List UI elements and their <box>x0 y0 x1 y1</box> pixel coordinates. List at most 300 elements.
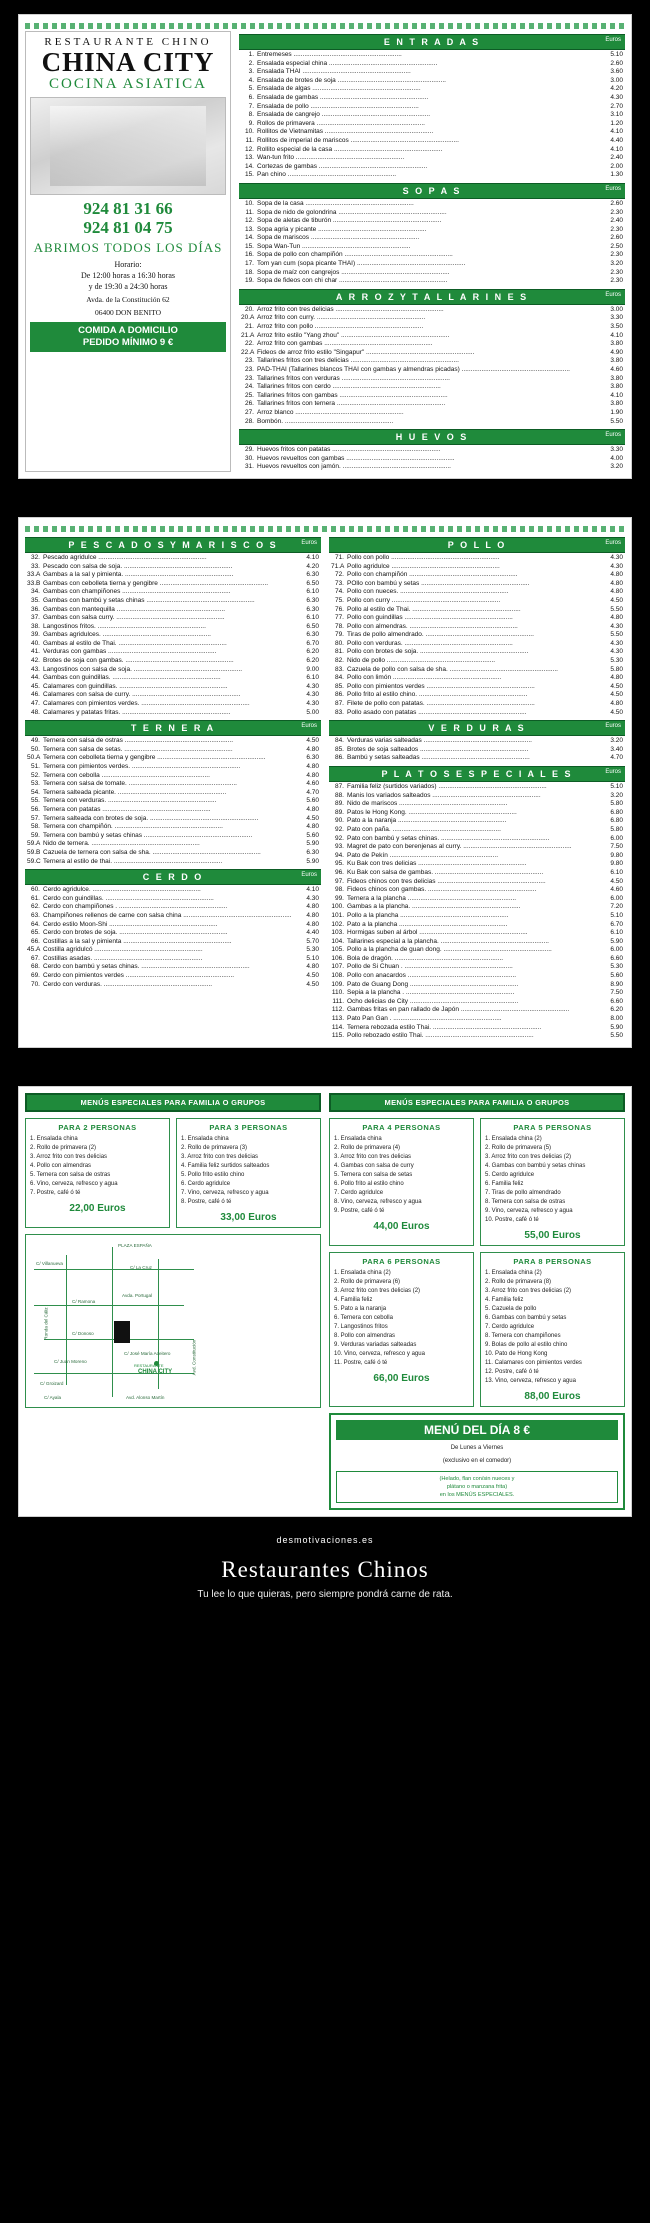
menu-item-number: 53. <box>30 780 40 788</box>
menu-item-price: 2.30 <box>610 225 623 233</box>
menu-item-number: 71. <box>334 553 344 561</box>
menu-item-number: 26. <box>244 400 254 408</box>
hours-line-2: y de 19:30 a 24:30 horas <box>88 282 168 291</box>
menu-item-number: 27. <box>244 408 254 416</box>
menu-item-name: Cazuela de ternera con salsa de sha. ............................................................ <box>43 848 261 856</box>
group-menu-card <box>329 1252 474 1407</box>
group-menu-price: 55,00 Euros <box>524 1229 581 1241</box>
menu-item-row <box>25 780 321 789</box>
group-menu-title: PARA 5 PERSONAS <box>513 1122 592 1132</box>
menu-item-row <box>239 60 625 69</box>
menu-item-name: Pollo a la plancha ............................................................ <box>347 911 509 919</box>
group-menu-title: PARA 6 PERSONAS <box>362 1256 441 1266</box>
menu-item-number: 82. <box>334 657 344 665</box>
group-menu-price: 44,00 Euros <box>373 1220 430 1232</box>
menu-item-number: 11. <box>245 136 254 144</box>
poster <box>0 14 650 1618</box>
group-menu-line: 4. Gambas con bambú y setas chinas <box>485 1162 586 1169</box>
menu-item-name: Ternera con cebolla ............................................................ <box>43 771 210 779</box>
menu-item-row <box>329 1006 625 1015</box>
menu-item-name: Sopa de fideos con chi char ............................................................ <box>257 277 448 285</box>
menu-item-row <box>329 955 625 964</box>
menu-item-number: 46. <box>30 691 40 699</box>
menu-item-price: 1.30 <box>610 171 623 179</box>
menu-item-row <box>239 85 625 94</box>
menu-item-number: 58. <box>30 823 40 831</box>
menu-item-row <box>239 409 625 418</box>
menu-item-row <box>329 683 625 692</box>
menu-item-price: 4.70 <box>610 754 623 762</box>
menu-item-name: Langostinos fritos. ............................................................ <box>43 622 206 630</box>
section-list-left <box>25 537 321 989</box>
menu-item-price: 5.50 <box>610 631 623 639</box>
menu-item-price: 9.80 <box>610 851 623 859</box>
menu-item-row <box>329 648 625 657</box>
menu-item-row <box>25 691 321 700</box>
menu-item-number: 84. <box>334 737 344 745</box>
group-menu-line: 4. Familia feliz surtidos salteados <box>181 1162 270 1169</box>
menu-item-price: 7.50 <box>610 843 623 851</box>
menu-item-number: 105. <box>331 946 344 954</box>
menu-item-number: 72. <box>334 571 344 579</box>
menu-item-number: 76. <box>334 605 344 613</box>
menu-item-name: Cerdo con pimientos verdes ............................................................ <box>43 972 235 980</box>
menu-item-row <box>25 674 321 683</box>
menu-item-number: 108. <box>331 972 344 980</box>
menu-item-number: 100. <box>331 903 344 911</box>
menu-item-price: 4.50 <box>610 708 623 716</box>
menu-item-name: Costillas asadas. ............................................................ <box>43 954 203 962</box>
menu-item-price: 4.30 <box>306 682 319 690</box>
menu-item-price: 2.40 <box>610 217 623 225</box>
menu-item-row <box>25 763 321 772</box>
group-menu-line: 7. Cerdo agridulce <box>485 1323 535 1330</box>
group-menu-line: 6. Cerdo agridulce <box>181 1180 231 1187</box>
menu-section <box>329 766 625 1041</box>
euros-label: Euros <box>605 291 621 298</box>
menu-item-price: 5.30 <box>306 946 319 954</box>
menu-item-price: 6.30 <box>306 754 319 762</box>
menu-item-row <box>25 929 321 938</box>
menu-item-number: 33. <box>30 562 40 570</box>
menu-item-price: 5.90 <box>306 857 319 865</box>
menu-item-number: 90. <box>334 817 344 825</box>
menu-item-price: 5.90 <box>610 1023 623 1031</box>
menu-item-name: Ternera con cebolleta tierna y gengibre ............................................................ <box>43 754 266 762</box>
map-label: C/ José María Aceitero <box>124 1350 171 1356</box>
menu-section <box>239 429 625 472</box>
menu-item-price: 2.50 <box>610 242 623 250</box>
group-menu-title: PARA 2 PERSONAS <box>58 1122 137 1132</box>
menu-item-price: 3.50 <box>610 323 623 331</box>
group-menu-line: 2. Rollo de primavera (3) <box>181 1144 248 1151</box>
menu-section-title: H U E V O S Euros <box>239 429 625 445</box>
menu-item-name: Arroz frito con gambas ............................................................ <box>257 340 433 348</box>
delivery-line-2: PEDIDO MÍNIMO 9 € <box>82 337 174 348</box>
menu-item-price: 6.10 <box>306 674 319 682</box>
menu-item-name: Sopa Wan-Tun ............................................................ <box>257 242 411 250</box>
menu-item-row <box>329 623 625 632</box>
menu-item-name: Gambas con mantequilla ............................................................ <box>43 605 226 613</box>
menu-item-row <box>329 1024 625 1033</box>
address-line-2: 06400 DON BENITO <box>94 308 162 317</box>
menu-item-row <box>329 826 625 835</box>
menu-item-number: 7. <box>248 102 254 110</box>
menu-item-price: 6.10 <box>610 929 623 937</box>
menu-item-row <box>329 631 625 640</box>
menu-item-number: 12. <box>244 217 254 225</box>
menu-item-number: 43. <box>30 665 40 673</box>
menu-item-row <box>239 200 625 209</box>
group-menu-line: 5. Cazuela de pollo <box>485 1305 537 1312</box>
menu-item-row <box>329 657 625 666</box>
menu-item-price: 6.50 <box>306 579 319 587</box>
group-menu-line: 5. Pato a la naranja <box>334 1305 387 1312</box>
menu-item-price: 2.00 <box>610 162 623 170</box>
menu-item-name: Bola de dragón. ............................................................ <box>347 954 504 962</box>
map-label: Avda. Portugal <box>122 1292 153 1298</box>
menu-item-name: Pescado con salsa de soja. ............................................................ <box>43 562 233 570</box>
menu-item-row <box>239 137 625 146</box>
phone-primary: 924 81 31 66 <box>83 199 173 218</box>
menu-item-row <box>25 921 321 930</box>
menu-item-number: 103. <box>331 929 344 937</box>
menu-item-row <box>329 938 625 947</box>
menu-item-price: 7.20 <box>610 903 623 911</box>
menu-of-the-day-title: MENÚ DEL DÍA 8 € <box>336 1420 618 1440</box>
menu-item-name: Ternera con salsa de setas. ............................................................ <box>43 745 233 753</box>
menu-item-row <box>239 94 625 103</box>
menu-item-name: POllo con bambú y setas ............................................................ <box>347 579 530 587</box>
menu-item-number: 33.B <box>27 579 41 587</box>
menu-item-name: Verduras con gambas ............................................................ <box>43 648 217 656</box>
menu-item-name: Gambas a la plancha. ............................................................ <box>347 903 521 911</box>
menu-item-name: Tallarines fritos con verduras ............................................................ <box>257 374 450 382</box>
menu-item-row <box>329 640 625 649</box>
menu-item-row <box>239 349 625 358</box>
menu-item-price: 5.00 <box>306 708 319 716</box>
group-menu-line: 9. Vino, cerveza, refresco y agua <box>485 1207 573 1214</box>
menu-section <box>25 869 321 989</box>
group-menu-line: 11. Postre, café ó té <box>334 1359 388 1366</box>
menu-item-name: Ensalada especial china ............................................................ <box>257 59 438 67</box>
menu-item-price: 6.30 <box>306 631 319 639</box>
menu-item-name: Ternera al estilo de thai. ............................................................ <box>43 857 223 865</box>
group-menu-line: 2. Rollo de primavera (2) <box>30 1144 97 1151</box>
menu-item-price: 4.60 <box>306 780 319 788</box>
menu-item-row <box>25 858 321 867</box>
menu-item-number: 31. <box>244 463 254 471</box>
menu-item-price: 2.30 <box>610 208 623 216</box>
menu-item-name: Arroz frito con pollo ............................................................ <box>257 323 424 331</box>
menu-item-price: 2.30 <box>610 268 623 276</box>
euros-label: Euros <box>301 539 317 546</box>
menu-item-number: 40. <box>30 639 40 647</box>
menu-item-number: 14. <box>244 162 254 170</box>
menu-item-row <box>329 588 625 597</box>
menu-item-number: 101. <box>331 911 344 919</box>
menu-item-row <box>239 260 625 269</box>
menu-item-number: 34. <box>30 588 40 596</box>
menu-item-price: 4.00 <box>610 454 623 462</box>
menu-item-number: 52. <box>30 771 40 779</box>
menu-column-left <box>25 534 321 1041</box>
menu-item-number: 42. <box>30 657 40 665</box>
group-menu-line: 3. Arroz frito con tres delicias <box>30 1153 108 1160</box>
menu-item-name: Pollo con pimientos verdes ............................................................ <box>347 682 535 690</box>
menu-item-number: 59.A <box>27 840 41 848</box>
menu-item-price: 6.10 <box>610 868 623 876</box>
menu-item-row <box>329 1015 625 1024</box>
group-menu-line: 7. Langostinos fritos <box>334 1323 388 1330</box>
menu-item-number: 13. <box>244 154 254 162</box>
menu-section <box>25 720 321 866</box>
menu-item-name: Pollo agridulce ............................................................ <box>347 562 500 570</box>
menu-item-number: 94. <box>334 851 344 859</box>
menu-item-row <box>329 709 625 718</box>
menu-item-number: 71.A <box>331 562 345 570</box>
restaurant-name: CHINA CITY <box>41 47 215 77</box>
menu-item-row <box>329 852 625 861</box>
menu-item-number: 114. <box>331 1023 344 1031</box>
menu-item-name: Calamares con guindillas. ............................................................ <box>43 682 228 690</box>
menu-item-price: 3.30 <box>610 314 623 322</box>
menu-item-name: Ternera con bambú y setas chinas ............................................................ <box>43 831 253 839</box>
menu-item-price: 5.90 <box>610 937 623 945</box>
group-menu-card <box>329 1118 474 1246</box>
section-list-right <box>329 537 625 1041</box>
menu-item-name: Gambas fritas en pan rallado de Japón ............................................................ <box>347 1006 570 1014</box>
menu-item-price: 6.30 <box>306 571 319 579</box>
menu-item-row <box>239 120 625 129</box>
group-menu-line: 9. Bolas de pollo al estilo chino <box>485 1341 568 1348</box>
menu-item-price: 3.30 <box>610 446 623 454</box>
menu-item-number: 22. <box>244 340 254 348</box>
group-menu-line: 5. Ternera con salsa de setas <box>334 1171 413 1178</box>
group-menu-line: 2. Rollo de primavera (5) <box>485 1144 552 1151</box>
menu-item-name: Costillas a la sal y pimienta ............................................................ <box>43 937 232 945</box>
menu-item-name: Cazuela de pollo con salsa de sha. ............................................................ <box>347 665 558 673</box>
menu-item-price: 6.70 <box>610 920 623 928</box>
group-menu-card <box>25 1118 170 1228</box>
menu-item-row <box>329 783 625 792</box>
group-menu-line: 8. Pollo con almendras <box>334 1332 396 1339</box>
menu-item-number: 107. <box>331 963 344 971</box>
menu-item-name: Familia feliz (surtidos variados) ............................................................ <box>347 783 547 790</box>
menu-item-number: 99. <box>334 894 344 902</box>
menu-item-price: 5.50 <box>610 605 623 613</box>
menu-item-name: Pato Pan Gan . ............................................................ <box>347 1015 502 1023</box>
menu-item-number: 85. <box>334 682 344 690</box>
menu-item-row <box>329 700 625 709</box>
menu-item-row <box>329 606 625 615</box>
menu-item-row <box>239 383 625 392</box>
menu-item-row <box>239 463 625 472</box>
menu-item-name: Ternera con salsa de tomate. ............................................................ <box>43 780 237 788</box>
menu-item-number: 83. <box>334 708 344 716</box>
menu-item-row <box>329 691 625 700</box>
menu-item-name: Huevos revueltos con gambas ............................................................ <box>257 454 455 462</box>
menu-item-number: 104. <box>331 937 344 945</box>
menu-item-name: Rollito especial de la casa ............................................................ <box>257 145 443 153</box>
group-menu-line: 13. Vino, cerveza, refresco y agua <box>485 1377 576 1384</box>
group-menu-line: 2. Rollo de primavera (4) <box>334 1144 401 1151</box>
menu-item-name: Hormigas suben al árbol ............................................................ <box>347 929 528 937</box>
menu-item-number: 35. <box>30 596 40 604</box>
menu-item-price: 7.50 <box>610 989 623 997</box>
caption-title: Restaurantes Chinos <box>221 1556 429 1582</box>
group-menu-line: 1. Ensalada china <box>30 1135 78 1142</box>
menu-item-name: Pollo frito al estilo chino. ............................................................ <box>347 691 528 699</box>
menu-item-number: 18. <box>244 268 254 276</box>
menu-item-number: 30. <box>244 454 254 462</box>
group-menus-right-bottom <box>329 1252 625 1407</box>
menu-item-name: Pato de Pekín ............................................................ <box>347 851 498 859</box>
menu-item-number: 23. <box>244 357 254 365</box>
decorative-dash-row <box>25 526 625 532</box>
group-menu-title: PARA 3 PERSONAS <box>209 1122 288 1132</box>
menu-item-row <box>329 666 625 675</box>
menu-item-price: 5.50 <box>610 417 623 425</box>
menu-item-number: 59. <box>30 831 40 839</box>
menu-item-price: 2.70 <box>610 102 623 110</box>
menu-item-price: 5.70 <box>306 937 319 945</box>
menu-item-price: 4.80 <box>306 903 319 911</box>
menu-item-name: Tallarines especial a la plancha. ............................................................ <box>347 937 549 945</box>
menu-item-name: Pollo rebozado estilo Thai. ............................................................ <box>347 1032 534 1040</box>
group-menu-line: 5. Pollo frito estilo chino <box>181 1171 245 1178</box>
menu-item-row <box>329 792 625 801</box>
menu-item-name: Entremeses ............................................................ <box>257 51 402 58</box>
menu-item-number: 36. <box>30 605 40 613</box>
group-menu-line: 10. Pato de Hong Kong <box>485 1350 548 1357</box>
menu-item-name: Sopa de maíz con cangrejos ............................................................ <box>257 268 450 276</box>
group-menu-line: 10. Vino, cerveza, refresco y agua <box>334 1350 425 1357</box>
menu-item-price: 4.20 <box>610 85 623 93</box>
map-label: C/ Villanueva <box>36 1260 63 1266</box>
menu-item-number: 98. <box>334 886 344 894</box>
menu-item-name: Pollo con almendras. ............................................................ <box>347 622 518 630</box>
menu-item-number: 60. <box>30 886 40 894</box>
map-label: C/ Ramona <box>72 1298 96 1304</box>
menu-item-name: Pollo a la plancha de guan dong. ............................................................ <box>347 946 552 954</box>
menu-item-name: Sepia a la plancha . ............................................................ <box>347 989 515 997</box>
menu-item-name: Tom yan cum (sopa picante THAI) ............................................................ <box>257 260 466 268</box>
menu-item-name: PAD-THAI (Tallarines blancos THAI con gambas y almendras picadas) ............................................................ <box>257 366 570 373</box>
menu-item-number: 10. <box>244 128 254 136</box>
euros-label: Euros <box>301 723 317 730</box>
menu-item-name: Sopa de nido de golondrina ............................................................ <box>257 208 447 216</box>
menu-item-name: Ternera con champiñón. ............................................................ <box>43 823 223 831</box>
menu-item-row <box>329 817 625 826</box>
menu-item-price: 5.30 <box>610 657 623 665</box>
dessert-note-line-1: (Helado, flan con/sin nueces y <box>439 1475 515 1482</box>
menu-item-row <box>329 912 625 921</box>
menu-item-name: Rollitos de Vietnamitas ............................................................ <box>257 128 434 136</box>
menu-item-price: 4.80 <box>306 963 319 971</box>
menu-item-number: 44. <box>30 674 40 682</box>
menu-item-row <box>239 314 625 323</box>
menu-item-price: 4.50 <box>306 980 319 988</box>
group-menu-line: 1. Ensalada china (2) <box>334 1269 391 1276</box>
menu-item-row <box>25 981 321 990</box>
menu-item-price: 4.30 <box>306 691 319 699</box>
menu-item-name: Wan-tun frito ............................................................ <box>257 154 405 162</box>
menu-item-number: 20.A <box>241 314 255 322</box>
menu-section <box>239 183 625 286</box>
menu-item-row <box>25 606 321 615</box>
menu-item-name: Gambas con guindillas. ............................................................ <box>43 674 221 682</box>
menu-item-row <box>25 614 321 623</box>
menu-section-title: T E R N E R A Euros <box>25 720 321 736</box>
menu-item-row <box>25 737 321 746</box>
menu-item-price: 4.50 <box>306 814 319 822</box>
menu-item-name: Ocho delicias de City ............................................................ <box>347 997 519 1005</box>
menu-item-row <box>329 737 625 746</box>
menu-item-number: 51. <box>30 763 40 770</box>
menu-item-name: Verduras varias salteadas ............................................................ <box>347 737 532 745</box>
group-menu-line: 4. Familia feliz <box>485 1296 524 1303</box>
menu-item-name: Nido de mariscos ............................................................ <box>347 800 508 808</box>
menu-item-price: 4.90 <box>610 348 623 356</box>
hours-line-1: De 12:00 horas a 16:30 horas <box>81 271 175 280</box>
menu-item-name: Fideos chinos con tres delicias ............................................................ <box>347 877 546 885</box>
menu-item-price: 8.00 <box>610 1015 623 1023</box>
menu-item-name: Pollo asado con patatas ............................................................ <box>347 708 527 716</box>
menu-item-price: 4.10 <box>610 128 623 136</box>
menu-item-row <box>239 226 625 235</box>
menu-item-number: 15. <box>244 171 254 179</box>
menu-item-price: 4.10 <box>306 553 319 561</box>
menu-item-price: 4.10 <box>610 331 623 339</box>
menu-item-name: Ternera salteada picante. ............................................................ <box>43 788 227 796</box>
menu-item-row <box>25 789 321 798</box>
menu-item-price: 4.80 <box>610 579 623 587</box>
menu-item-row <box>329 754 625 763</box>
euros-label: Euros <box>605 539 621 546</box>
menu-item-name: Ternera con patatas ............................................................ <box>43 805 211 813</box>
menu-item-price: 2.60 <box>610 59 623 67</box>
menu-item-price: 6.30 <box>306 605 319 613</box>
menu-item-price: 1.90 <box>610 408 623 416</box>
menu-item-row <box>239 217 625 226</box>
group-menus-right-top <box>329 1118 625 1246</box>
menu-item-price: 3.00 <box>610 76 623 84</box>
group-menu-line: 11. Calamares con pimientos verdes <box>485 1359 582 1366</box>
menu-item-number: 112. <box>331 1006 344 1014</box>
menu-item-number: 80. <box>334 639 344 647</box>
menu-item-row <box>25 895 321 904</box>
menu-item-price: 3.00 <box>610 305 623 313</box>
menu-item-number: 37. <box>30 614 40 622</box>
menu-item-name: Gambas con cebolleta tierna y gengibre ............................................................ <box>43 579 269 587</box>
menu-item-number: 88. <box>334 791 344 799</box>
euros-label: Euros <box>605 723 621 730</box>
menu-item-number: 93. <box>334 843 344 851</box>
menu-item-name: Calamares con salsa de curry. ............................................................ <box>43 691 241 699</box>
menu-item-price: 4.30 <box>306 700 319 708</box>
menu-item-row <box>25 797 321 806</box>
menu-item-row <box>329 860 625 869</box>
menu-item-number: 83. <box>334 665 344 673</box>
menu-item-number: 106. <box>331 954 344 962</box>
menu-item-price: 6.20 <box>306 657 319 665</box>
menu-item-row <box>25 623 321 632</box>
group-menu-price: 22,00 Euros <box>69 1202 126 1214</box>
menu-item-number: 41. <box>30 648 40 656</box>
menu-item-number: 49. <box>30 737 40 745</box>
menu-item-price: 6.10 <box>306 588 319 596</box>
